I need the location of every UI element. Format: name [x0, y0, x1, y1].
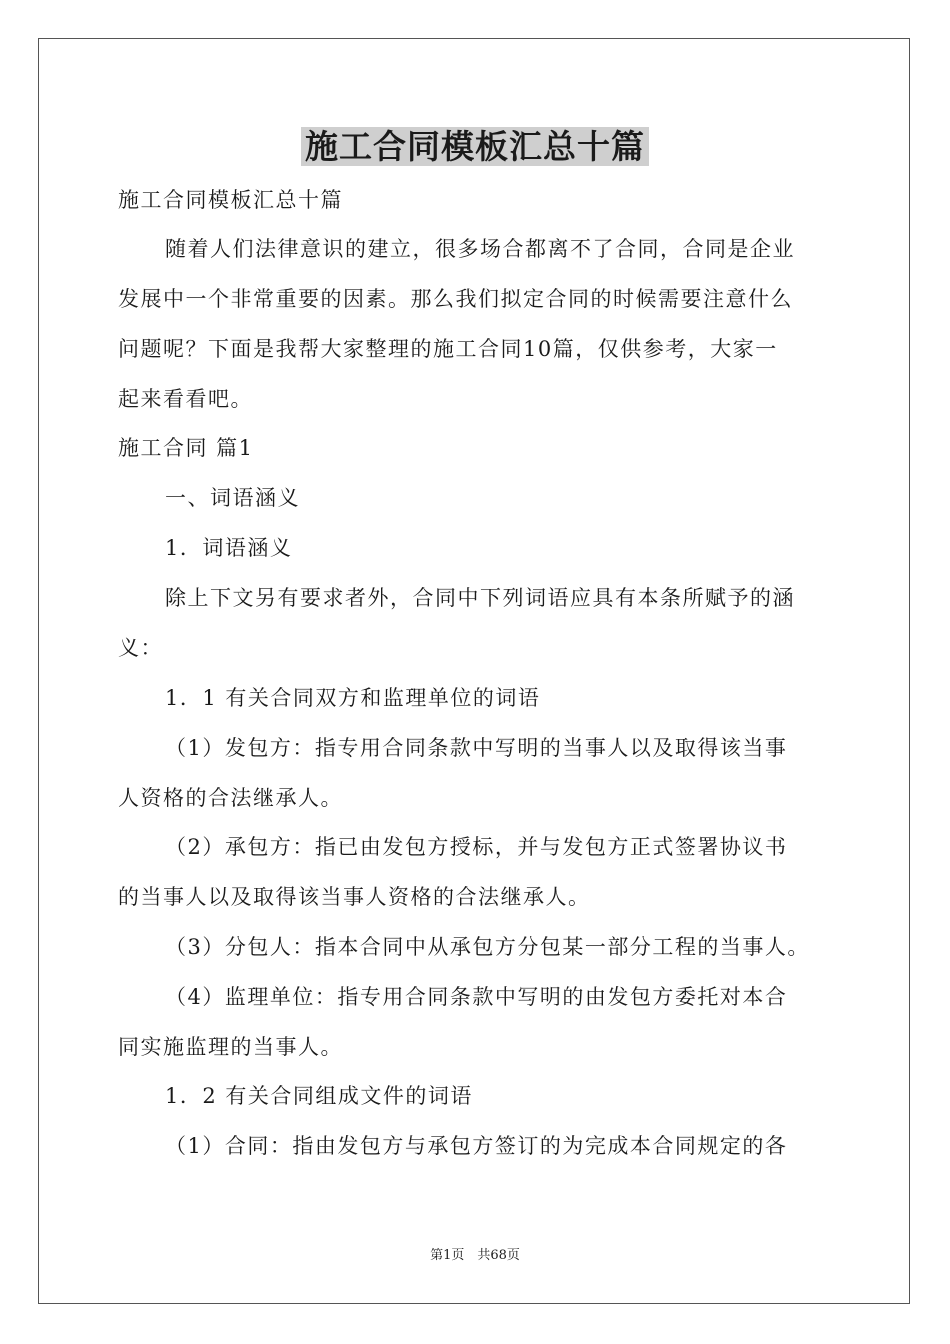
clause-heading: 1．1 有关合同双方和监理单位的词语 — [165, 686, 541, 710]
page-number: 第1页 共68页 — [430, 1248, 520, 1263]
paragraph-line: 除上下文另有要求者外，合同中下列词语应具有本条所赋予的涵 — [165, 586, 795, 610]
clause-heading: 1．词语涵义 — [165, 536, 293, 560]
paragraph-line: （1）发包方：指专用合同条款中写明的当事人以及取得该当事 — [165, 736, 788, 760]
paragraph-line: 同实施监理的当事人。 — [118, 1035, 343, 1059]
section-heading: 施工合同 篇1 — [118, 436, 254, 460]
paragraph-line: （2）承包方：指已由发包方授标，并与发包方正式签署协议书 — [165, 835, 788, 859]
paragraph-line: 的当事人以及取得该当事人资格的合法继承人。 — [118, 885, 591, 909]
paragraph-line: 人资格的合法继承人。 — [118, 786, 343, 810]
paragraph-line: 随着人们法律意识的建立，很多场合都离不了合同，合同是企业 — [165, 237, 795, 261]
subtitle-line: 施工合同模板汇总十篇 — [118, 188, 343, 212]
paragraph-line: （4）监理单位：指专用合同条款中写明的由发包方委托对本合 — [165, 985, 788, 1009]
page-border — [38, 38, 910, 1304]
paragraph-line: 发展中一个非常重要的因素。那么我们拟定合同的时候需要注意什么 — [118, 287, 793, 311]
paragraph-line: （1）合同：指由发包方与承包方签订的为完成本合同规定的各 — [165, 1134, 788, 1158]
paragraph-line: 起来看看吧。 — [118, 387, 253, 411]
paragraph-line: 问题呢？下面是我帮大家整理的施工合同10篇，仅供参考，大家一 — [118, 337, 778, 361]
clause-heading: 一、词语涵义 — [165, 486, 300, 510]
paragraph-line: （3）分包人：指本合同中从承包方分包某一部分工程的当事人。 — [165, 935, 810, 959]
document-title: 施工合同模板汇总十篇 — [0, 124, 950, 170]
clause-heading: 1．2 有关合同组成文件的词语 — [165, 1084, 473, 1108]
paragraph-line: 义： — [118, 636, 163, 660]
